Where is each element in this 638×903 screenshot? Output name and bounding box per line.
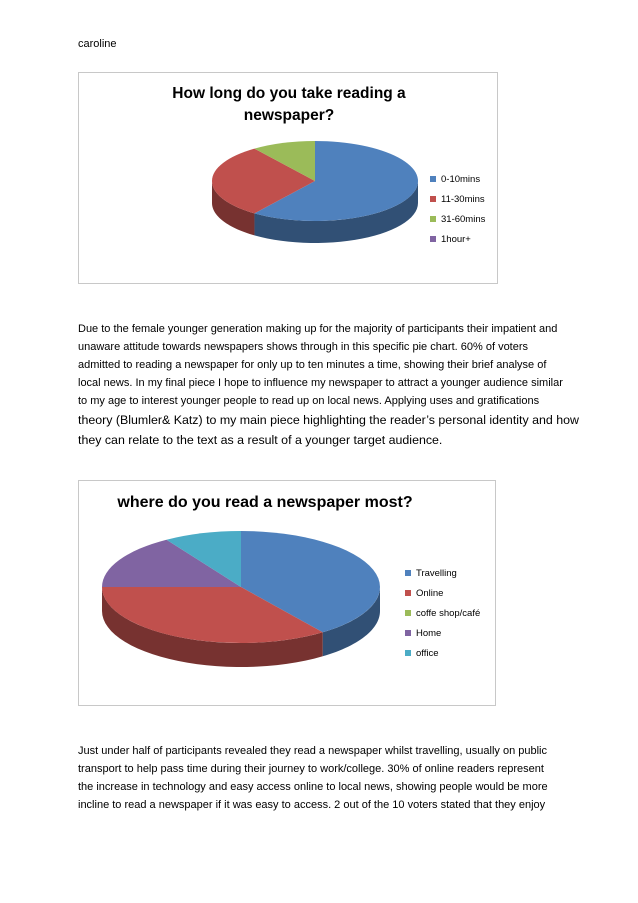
- legend-swatch: [405, 630, 411, 636]
- legend-item: [430, 169, 485, 189]
- reading-location-chart: [78, 480, 496, 706]
- legend-item: [405, 623, 480, 643]
- legend-swatch: [430, 236, 436, 242]
- legend-swatch: [405, 650, 411, 656]
- chart-title-line: where do you read a newspaper most?: [117, 494, 413, 511]
- legend-item: [405, 603, 480, 623]
- legend-swatch: [405, 590, 411, 596]
- analysis-paragraph-1: [78, 320, 579, 450]
- chart-title-line: How long do you take reading a: [172, 85, 406, 102]
- text-line: to my age to interest younger people to read up on local news. Applying uses and gratifications: [78, 395, 540, 407]
- chart-legend: [405, 563, 480, 663]
- text-line: transport to help pass time during their journey to work/college. 30% of online readers represent: [78, 763, 544, 775]
- legend-item: [430, 189, 485, 209]
- legend-label: 11-30mins: [441, 193, 485, 205]
- legend-item: [405, 583, 480, 603]
- text-line: local news. In my final piece I hope to influence my newspaper to attract a younger audience similar: [78, 377, 563, 389]
- legend-label: coffe shop/café: [416, 607, 481, 619]
- analysis-paragraph-2: [78, 742, 560, 814]
- legend-swatch: [405, 610, 411, 616]
- legend-label: Home: [416, 627, 442, 639]
- reading-time-chart: [78, 72, 498, 284]
- legend-swatch: [430, 176, 436, 182]
- legend-item: [405, 643, 480, 663]
- legend-label: 1hour+: [441, 233, 471, 245]
- text-line: the increase in technology and easy access online to local news, showing people would be more: [78, 781, 548, 793]
- chart-title-line: newspaper?: [243, 107, 335, 124]
- legend-swatch: [405, 570, 411, 576]
- text-line: admitted to reading a newspaper for only up to ten minutes a time, showing their brief analyse of: [78, 359, 547, 371]
- legend-label: 0-10mins: [441, 173, 481, 185]
- text-line: Due to the female younger generation making up for the majority of participants their impatient and: [78, 323, 558, 335]
- text-line: incline to read a newspaper if it was easy to access. 2 out of the 10 voters stated that they enjoy: [78, 799, 546, 811]
- legend-label: Travelling: [416, 567, 457, 579]
- legend-label: Online: [416, 587, 444, 599]
- legend-item: [405, 563, 480, 583]
- legend-label: office: [416, 647, 439, 659]
- legend-item: [430, 209, 485, 229]
- text-line: unaware attitude towards newspapers shows through in this specific pie chart. 60% of voters: [78, 341, 529, 353]
- legend-swatch: [430, 196, 436, 202]
- legend-label: 31-60mins: [441, 213, 486, 225]
- legend-swatch: [430, 216, 436, 222]
- text-line: they can relate to the text as a result of a younger target audience.: [78, 433, 443, 447]
- text-line: theory (Blumler& Katz) to my main piece highlighting the reader’s personal identity and how: [78, 413, 579, 427]
- text-line: Just under half of participants revealed they read a newspaper whilst travelling, usually on public: [78, 745, 547, 757]
- legend-item: [430, 229, 485, 249]
- author-name: caroline: [78, 38, 117, 50]
- chart-legend: [430, 169, 485, 249]
